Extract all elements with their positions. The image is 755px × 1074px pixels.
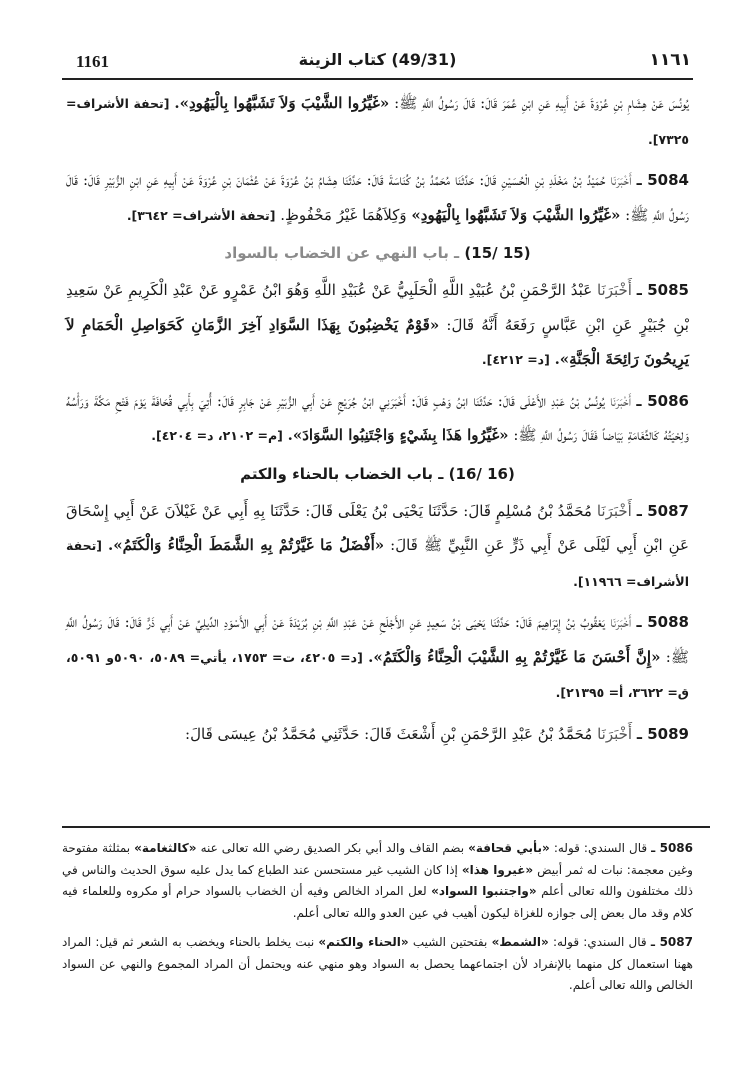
- chapter-heading-15: [66, 239, 689, 267]
- hadith-quote: «غَيِّرُوا هَذَا بِشَيْءٍ وَاجْتَنِبُوا السَّوَادَ».: [287, 426, 509, 444]
- akhbarana-word: أَخْبَرَنَا: [596, 501, 632, 520]
- footnote-5086: [62, 838, 693, 924]
- akhbarana-word: أَخْبَرَنَا: [610, 391, 632, 410]
- hadith-text: يَعْقُوبُ بْنُ إِبْرَاهِيمَ قَالَ: حَدَّثَنَا يَحْيَى بْنُ سَعِيدٍ عَنِ الأَجْلَحِ عَنْ عَبْدِ اللَّهِ بْنِ بُرَيْدَةَ عَنْ أَبِي الأَسْوَدِ الدِّيلِيِّ عَنْ أَبِي ذَرٍّ قَالَ: قَالَ رَسُولُ اللَّهِ ﷺ:: [66, 613, 689, 666]
- hadith-5086: [66, 384, 689, 454]
- hadith-number: 5088 ـ: [636, 613, 689, 631]
- footnote-label: 5086 ـ: [651, 841, 694, 855]
- footnote-text: قال السندي: قوله:: [553, 935, 647, 949]
- footnote-text: قال السندي: قوله:: [553, 841, 648, 855]
- hadith-5089: [66, 717, 689, 752]
- footnote-label: 5087 ـ: [650, 935, 693, 949]
- hadith-number: 5089 ـ: [636, 724, 689, 743]
- page-number-latin: 1161: [76, 52, 110, 71]
- footnote-text: بفتحتين الشيب: [412, 935, 488, 949]
- hadith-reference: [تحفة الأشراف= ٣٦٤٢].: [126, 207, 276, 223]
- hadith-text: حُمَيْدُ بْنُ مَخْلَدِ بْنِ الْحُسَيْنِ قَالَ: حَدَّثَنَا مُحَمَّدُ بْنُ كُنَاسَةَ قَالَ: حَدَّثَنَا هِشَامُ بْنُ عُرْوَةَ عَنْ عُثْمَانَ بْنِ عُرْوَةَ عَنْ أَبِيهِ عَنِ ابْنِ الزُّبَيْرِ قَالَ: قَالَ رَسُولُ اللَّهِ ﷺ:: [66, 171, 689, 224]
- page-number-arabic: ١١٦١: [649, 50, 691, 70]
- footnote-term: «واجتنبوا السواد»: [431, 884, 537, 898]
- hadith-comment: وَكِلاَهُمَا غَيْرُ مَحْفُوظٍ.: [280, 205, 407, 224]
- chapter-number: (16 /16): [448, 464, 515, 483]
- hadith-reference: [م= ٢١٠٢، د= ٤٢٠٤].: [151, 428, 283, 443]
- akhbarana-word: أَخْبَرَنَا: [596, 281, 632, 299]
- hadith-text: عَبْدُ الرَّحْمَنِ بْنُ عُبَيْدِ اللَّهِ الْحَلَبِيُّ عَنْ عُبَيْدِ اللَّهِ وَهُوَ ابْنُ عَمْرٍو عَنْ عَبْدِ الْكَرِيمِ عَنْ سَعِيدِ بْنِ جُبَيْرٍ عَنِ ابْنِ عَبَّاسٍ رَفَعَهُ أَنَّهُ قَالَ:: [66, 281, 689, 334]
- footnote-term: «كالثغامة»: [134, 841, 197, 855]
- footnote-text: لعل المراد الخالص وفيه أن الخضاب بالسواد حرام أو مكروه وللعلماء فيه كلام وقد مال بعض إلى جوازه للغزاة ليكون أهيب في عين العدو والله تعالى أعلم.: [62, 884, 693, 920]
- hadith-5083: [66, 86, 689, 157]
- footnote-text: إذا كان الشيب غير مستحسن عند الطباع كما يدل عليه سوق الحديث والناس في ذلك مختلفون والله تعالى أعلم: [62, 862, 693, 898]
- hadith-5084: [66, 163, 689, 233]
- hadith-number: 5084 ـ: [636, 171, 689, 189]
- footnotes: [62, 838, 693, 1005]
- page-header: [62, 46, 693, 80]
- hadith-quote: «إِنَّ أَحْسَنَ مَا غَيَّرْتُمْ بِهِ الشَّيْبَ الْحِنَّاءُ وَالْكَتَمُ».: [368, 647, 661, 666]
- footnote-term: «غيروا هذا»: [461, 862, 534, 877]
- hadith-text: مُحَمَّدُ بْنُ عَبْدِ الرَّحْمَنِ بْنِ أَشْعَثَ قَالَ: حَدَّثَنِي مُحَمَّدُ بْنُ عِيسَى قَالَ:: [185, 724, 593, 743]
- hadith-reference: [تحفة الأشراف= ١١٩٦٦].: [66, 538, 689, 589]
- footnote-divider: [62, 826, 710, 828]
- chapter-heading-16: [66, 460, 689, 488]
- chapter-title: ـ باب الخضاب بالحناء والكتم: [240, 464, 444, 483]
- hadith-text: يُونُسُ بْنُ عَبْدِ الأَعْلَى قَالَ: حَدَّثَنَا ابْنُ وَهْبٍ قَالَ: أَخْبَرَنِي ابْنُ جُرَيْجٍ عَنْ أَبِي الزُّبَيْرِ عَنْ جَابِرٍ قَالَ: أُتِيَ بِأَبِي قُحَافَةَ يَوْمَ فَتْحِ مَكَّةَ وَرَأْسُهُ وَلِحْيَتُهُ كَالثَّغَامَةِ بَيَاضاً فَقَالَ رَسُولُ اللَّهِ ﷺ:: [66, 391, 689, 444]
- chapter-title: ـ باب النهي عن الخضاب بالسواد: [224, 244, 460, 262]
- hadith-5085: [66, 273, 689, 378]
- footnote-text: بمثلثة مفتوحة وغين معجمة: نبات له ثمر أبيض: [62, 841, 693, 877]
- footnote-5087: [62, 932, 693, 997]
- hadith-quote: «أَفْضَلُ مَا غَيَّرْتُمْ بِهِ الشَّمَطَ الْحِنَّاءُ وَالْكَتَمُ».: [107, 536, 385, 554]
- footnote-term: «الشمط»: [491, 935, 549, 949]
- hadith-number: 5087 ـ: [636, 501, 689, 520]
- main-text: [66, 86, 689, 757]
- hadith-quote: «غَيِّرُوا الشَّيْبَ وَلاَ تَشَبَّهُوا بِالْيَهُودِ»: [411, 205, 621, 224]
- hadith-reference: [تحفة الأشراف= ٧٣٢٥].: [66, 96, 689, 147]
- hadith-text: يُونُسَ عَنْ هِشَامِ بْنِ عُرْوَةَ عَنْ أَبِيهِ عَنِ ابْنِ عُمَرَ قَالَ: قَالَ رَسُولُ اللَّهِ ﷺ:: [394, 94, 689, 112]
- footnote-term: «بأبي قحافة»: [468, 841, 550, 855]
- hadith-5088: [66, 605, 689, 711]
- hadith-number: 5086 ـ: [636, 391, 689, 410]
- akhbarana-word: أَخْبَرَنَا: [610, 613, 632, 631]
- hadith-reference: [د= ٤٢٠٥، ت= ١٧٥٣، يأتي= ٥٠٨٩، ٥٠٩٠و ٥٠٩١، ق= ٣٦٢٢، أ= ٢١٣٩٥].: [66, 649, 689, 700]
- hadith-quote: «قَوْمٌ يَخْضِبُونَ بِهَذَا السَّوَادِ آخِرَ الزَّمَانِ كَحَوَاصِلِ الْحَمَامِ لاَ يَرِيحُونَ رَائِحَةَ الْجَنَّةِ».: [66, 315, 689, 368]
- akhbarana-word: أَخْبَرَنَا: [610, 171, 632, 189]
- hadith-5087: [66, 494, 689, 600]
- hadith-quote: «غَيِّرُوا الشَّيْبَ وَلاَ تَشَبَّهُوا بِالْيَهُودِ».: [174, 94, 390, 112]
- hadith-number: 5085 ـ: [636, 281, 689, 299]
- footnote-text: نبت يخلط بالحناء ويخضب به الشعر ثم قيل: المراد ههنا استعمال كل منهما بالإنفراد لأن اجتماعهما يحصل به السواد وهو منهي عنه ويحتمل أن المراد المجموع والنهي عن السواد الخالص والله تعالى أعلم.: [62, 935, 693, 992]
- running-title: (49/31) كتاب الزينة: [298, 50, 457, 69]
- footnote-term: «الحناء والكتم»: [318, 935, 409, 949]
- hadith-reference: [د= ٤٢١٢].: [481, 352, 550, 367]
- hadith-text: مُحَمَّدُ بْنُ مُسْلِمٍ قَالَ: حَدَّثَنَا يَحْيَى بْنُ يَعْلَى قَالَ: حَدَّثَنَا بِهِ أَبِي عَنْ غَيْلاَنَ عَنْ أَبِي إِسْحَاقَ عَنِ ابْنِ أَبِي لَيْلَى عَنْ أَبِي ذَرٍّ عَنِ النَّبِيِّ ﷺ قَالَ:: [66, 501, 689, 554]
- akhbarana-word: أَخْبَرَنَا: [597, 724, 633, 743]
- chapter-number: (15 /15): [464, 244, 531, 262]
- footnote-text: بضم القاف والد أبي بكر الصديق رضي الله تعالى عنه: [200, 841, 465, 855]
